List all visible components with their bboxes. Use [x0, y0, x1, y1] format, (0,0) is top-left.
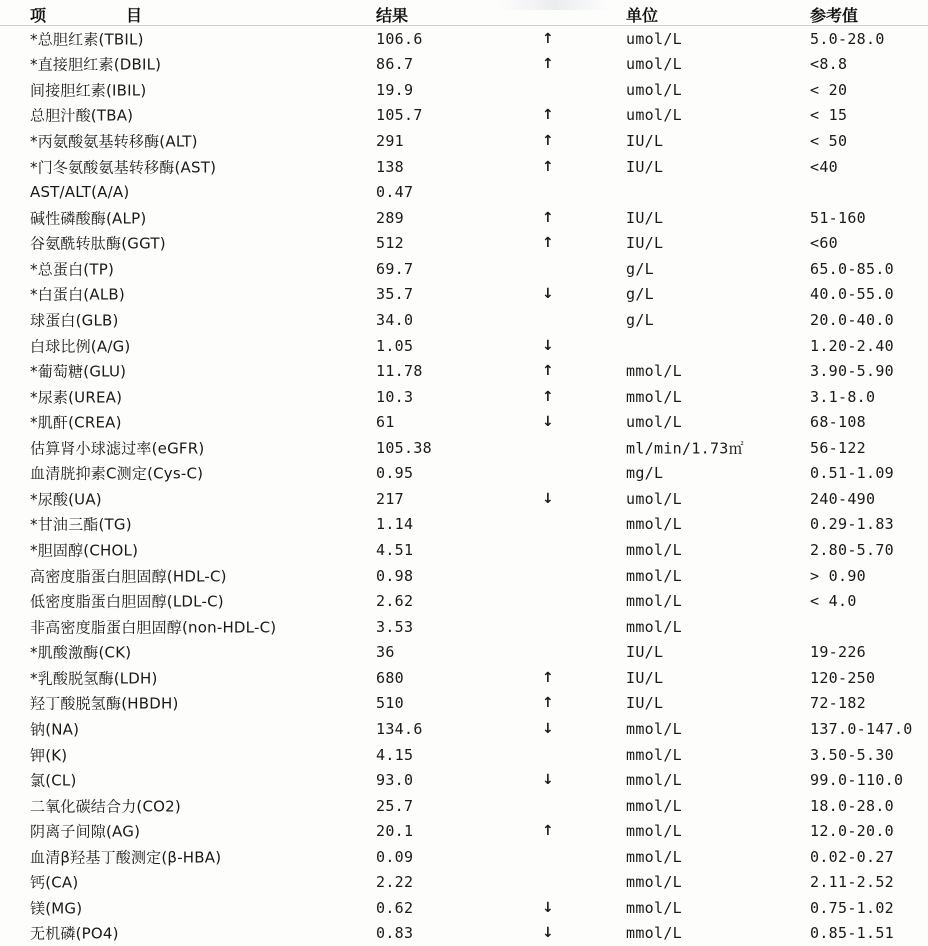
test-unit: IU/L: [626, 234, 664, 253]
reference-range: 0.02-0.27: [810, 847, 894, 866]
abnormal-flag: ↑: [542, 107, 555, 124]
test-result: 0.83: [376, 924, 414, 943]
test-unit: umol/L: [626, 55, 682, 74]
table-row: [0, 103, 928, 129]
test-unit: mmol/L: [626, 362, 682, 381]
abnormal-flag: ↑: [542, 363, 555, 380]
reference-range: 20.0-40.0: [810, 310, 894, 329]
table-row: [0, 256, 928, 282]
test-result: 1.14: [376, 515, 414, 534]
test-name: 钠(NA): [30, 720, 80, 739]
test-result: 0.09: [376, 847, 414, 866]
test-name: *胆固醇(CHOL): [30, 541, 139, 560]
header-item-char1: 项: [30, 6, 47, 25]
test-result: 10.3: [376, 387, 414, 406]
test-name: *乳酸脱氢酶(LDH): [30, 669, 158, 688]
result-table-body: [0, 26, 928, 946]
test-unit: umol/L: [626, 29, 682, 48]
header-item-char2: 目: [126, 6, 143, 25]
test-result: 105.38: [376, 438, 432, 457]
table-row: [0, 793, 928, 819]
test-unit: IU/L: [626, 668, 664, 687]
table-row: [0, 870, 928, 896]
reference-range: 0.75-1.02: [810, 898, 894, 917]
abnormal-flag: ↓: [542, 899, 555, 916]
abnormal-flag: ↓: [542, 720, 555, 737]
table-row: [0, 358, 928, 384]
test-name: AST/ALT(A/A): [30, 183, 130, 202]
reference-range: < 20: [810, 80, 848, 99]
reference-range: 18.0-28.0: [810, 796, 894, 815]
test-unit: mmol/L: [626, 822, 682, 841]
test-name: 阴离子间隙(AG): [30, 822, 141, 841]
test-name: 谷氨酰转肽酶(GGT): [30, 234, 166, 253]
reference-range: 68-108: [810, 413, 866, 432]
reference-range: > 0.90: [810, 566, 866, 585]
table-row: [0, 665, 928, 691]
test-result: 0.47: [376, 183, 414, 202]
test-name: *总蛋白(TP): [30, 260, 115, 279]
test-result: 34.0: [376, 310, 414, 329]
test-unit: mmol/L: [626, 847, 682, 866]
reference-range: 1.20-2.40: [810, 336, 894, 355]
reference-range: 3.50-5.30: [810, 745, 894, 764]
table-row: [0, 486, 928, 512]
table-row: [0, 537, 928, 563]
abnormal-flag: ↑: [542, 56, 555, 73]
test-name: *肌酸激酶(CK): [30, 643, 132, 662]
test-result: 86.7: [376, 55, 414, 74]
test-name: 二氧化碳结合力(CO2): [30, 797, 181, 816]
test-result: 1.05: [376, 336, 414, 355]
reference-range: 5.0-28.0: [810, 29, 885, 48]
test-result: 0.62: [376, 898, 414, 917]
reference-range: 0.29-1.83: [810, 515, 894, 534]
test-name: 镁(MG): [30, 899, 83, 918]
test-result: 0.95: [376, 464, 414, 483]
test-result: 61: [376, 413, 395, 432]
table-row: [0, 563, 928, 589]
test-result: 2.22: [376, 873, 414, 892]
reference-range: 0.51-1.09: [810, 464, 894, 483]
table-row: [0, 844, 928, 870]
test-name: 血清胱抑素C测定(Cys-C): [30, 464, 204, 483]
test-result: 11.78: [376, 362, 423, 381]
abnormal-flag: ↓: [542, 337, 555, 354]
table-header: [0, 0, 928, 26]
test-result: 2.62: [376, 592, 414, 611]
test-result: 69.7: [376, 259, 414, 278]
test-unit: mmol/L: [626, 387, 682, 406]
reference-range: 19-226: [810, 643, 866, 662]
table-row: [0, 716, 928, 742]
test-result: 680: [376, 668, 404, 687]
test-result: 512: [376, 234, 404, 253]
test-unit: ml/min/1.73㎡: [626, 439, 744, 458]
test-unit: umol/L: [626, 106, 682, 125]
test-result: 4.51: [376, 541, 414, 560]
test-name: *直接胆红素(DBIL): [30, 55, 162, 74]
test-result: 510: [376, 694, 404, 713]
test-result: 19.9: [376, 80, 414, 99]
test-name: 血清β羟基丁酸测定(β-HBA): [30, 848, 222, 867]
test-name: *总胆红素(TBIL): [30, 30, 144, 49]
table-row: [0, 154, 928, 180]
test-name: *葡萄糖(GLU): [30, 362, 127, 381]
table-row: [0, 231, 928, 257]
reference-range: 3.90-5.90: [810, 362, 894, 381]
test-name: 氯(CL): [30, 771, 77, 790]
test-unit: umol/L: [626, 413, 682, 432]
abnormal-flag: ↑: [542, 669, 555, 686]
test-result: 25.7: [376, 796, 414, 815]
table-row: [0, 52, 928, 78]
reference-range: <8.8: [810, 55, 848, 74]
reference-range: 0.85-1.51: [810, 924, 894, 943]
reference-range: 72-182: [810, 694, 866, 713]
table-row: [0, 333, 928, 359]
test-name: 碱性磷酸酶(ALP): [30, 209, 147, 228]
table-row: [0, 461, 928, 487]
table-row: [0, 384, 928, 410]
table-row: [0, 588, 928, 614]
test-result: 93.0: [376, 771, 414, 790]
test-name: 无机磷(PO4): [30, 924, 119, 943]
test-unit: mmol/L: [626, 873, 682, 892]
test-unit: mmol/L: [626, 541, 682, 560]
test-unit: mmol/L: [626, 898, 682, 917]
reference-range: < 50: [810, 132, 848, 151]
test-name: 间接胆红素(IBIL): [30, 81, 147, 100]
test-result: 35.7: [376, 285, 414, 304]
reference-range: <60: [810, 234, 838, 253]
reference-range: 65.0-85.0: [810, 259, 894, 278]
test-name: *白蛋白(ALB): [30, 285, 125, 304]
test-unit: mg/L: [626, 464, 664, 483]
table-row: [0, 128, 928, 154]
table-row: [0, 512, 928, 538]
reference-range: 120-250: [810, 668, 876, 687]
test-name: *甘油三酯(TG): [30, 515, 132, 534]
table-row: [0, 409, 928, 435]
test-unit: g/L: [626, 259, 654, 278]
reference-range: 2.80-5.70: [810, 541, 894, 560]
test-result: 20.1: [376, 822, 414, 841]
abnormal-flag: ↓: [542, 490, 555, 507]
test-unit: g/L: [626, 285, 654, 304]
test-name: 球蛋白(GLB): [30, 311, 119, 330]
test-result: 289: [376, 208, 404, 227]
reference-range: 99.0-110.0: [810, 771, 904, 790]
header-unit: 单位: [626, 6, 659, 25]
reference-range: 40.0-55.0: [810, 285, 894, 304]
test-result: 4.15: [376, 745, 414, 764]
test-unit: IU/L: [626, 643, 664, 662]
table-row: [0, 307, 928, 333]
table-row: [0, 818, 928, 844]
test-name: *丙氨酸氨基转移酶(ALT): [30, 132, 198, 151]
test-result: 0.98: [376, 566, 414, 585]
test-result: 36: [376, 643, 395, 662]
abnormal-flag: ↑: [542, 133, 555, 150]
reference-range: 137.0-147.0: [810, 719, 913, 738]
test-name: 钙(CA): [30, 873, 79, 892]
test-unit: mmol/L: [626, 771, 682, 790]
reference-range: < 4.0: [810, 592, 857, 611]
test-unit: umol/L: [626, 489, 682, 508]
table-row: [0, 691, 928, 717]
test-result: 105.7: [376, 106, 423, 125]
table-row: [0, 614, 928, 640]
test-result: 291: [376, 132, 404, 151]
abnormal-flag: ↓: [542, 414, 555, 431]
reference-range: 12.0-20.0: [810, 822, 894, 841]
reference-range: 240-490: [810, 489, 876, 508]
table-row: [0, 742, 928, 768]
test-unit: mmol/L: [626, 617, 682, 636]
test-name: *门冬氨酸氨基转移酶(AST): [30, 158, 217, 177]
test-name: 白球比例(A/G): [30, 337, 131, 356]
test-unit: mmol/L: [626, 796, 682, 815]
test-unit: g/L: [626, 310, 654, 329]
abnormal-flag: ↑: [542, 209, 555, 226]
table-row: [0, 282, 928, 308]
test-name: 低密度脂蛋白胆固醇(LDL-C): [30, 592, 224, 611]
table-row: [0, 767, 928, 793]
abnormal-flag: ↑: [542, 388, 555, 405]
reference-range: 2.11-2.52: [810, 873, 894, 892]
abnormal-flag: ↑: [542, 30, 555, 47]
table-row: [0, 921, 928, 946]
abnormal-flag: ↑: [542, 235, 555, 252]
reference-range: 56-122: [810, 438, 866, 457]
abnormal-flag: ↓: [542, 286, 555, 303]
abnormal-flag: ↑: [542, 695, 555, 712]
test-result: 3.53: [376, 617, 414, 636]
test-unit: mmol/L: [626, 924, 682, 943]
table-row: [0, 205, 928, 231]
table-row: [0, 895, 928, 921]
test-unit: mmol/L: [626, 566, 682, 585]
test-unit: IU/L: [626, 694, 664, 713]
test-name: 高密度脂蛋白胆固醇(HDL-C): [30, 567, 227, 586]
test-unit: IU/L: [626, 157, 664, 176]
abnormal-flag: ↓: [542, 925, 555, 942]
table-row: [0, 179, 928, 205]
test-unit: IU/L: [626, 132, 664, 151]
abnormal-flag: ↑: [542, 158, 555, 175]
test-unit: mmol/L: [626, 719, 682, 738]
test-result: 134.6: [376, 719, 423, 738]
table-row: [0, 77, 928, 103]
test-name: *尿素(UREA): [30, 388, 123, 407]
test-unit: IU/L: [626, 208, 664, 227]
test-result: 217: [376, 489, 404, 508]
test-result: 138: [376, 157, 404, 176]
reference-range: 3.1-8.0: [810, 387, 876, 406]
test-result: 106.6: [376, 29, 423, 48]
test-name: 羟丁酸脱氢酶(HBDH): [30, 694, 179, 713]
test-unit: umol/L: [626, 80, 682, 99]
test-name: 钾(K): [30, 746, 68, 765]
test-unit: mmol/L: [626, 515, 682, 534]
table-row: [0, 640, 928, 666]
test-name: 估算肾小球滤过率(eGFR): [30, 439, 205, 458]
test-unit: mmol/L: [626, 745, 682, 764]
reference-range: <40: [810, 157, 838, 176]
test-name: *尿酸(UA): [30, 490, 102, 509]
test-name: *肌酐(CREA): [30, 413, 122, 432]
reference-range: < 15: [810, 106, 848, 125]
test-name: 非高密度脂蛋白胆固醇(non-HDL-C): [30, 618, 277, 637]
test-name: 总胆汁酸(TBA): [30, 106, 134, 125]
abnormal-flag: ↑: [542, 823, 555, 840]
table-row: [0, 435, 928, 461]
abnormal-flag: ↓: [542, 772, 555, 789]
header-reference: 参考值: [810, 6, 859, 25]
test-unit: mmol/L: [626, 592, 682, 611]
table-row: [0, 26, 928, 52]
header-result: 结果: [376, 6, 409, 25]
reference-range: 51-160: [810, 208, 866, 227]
